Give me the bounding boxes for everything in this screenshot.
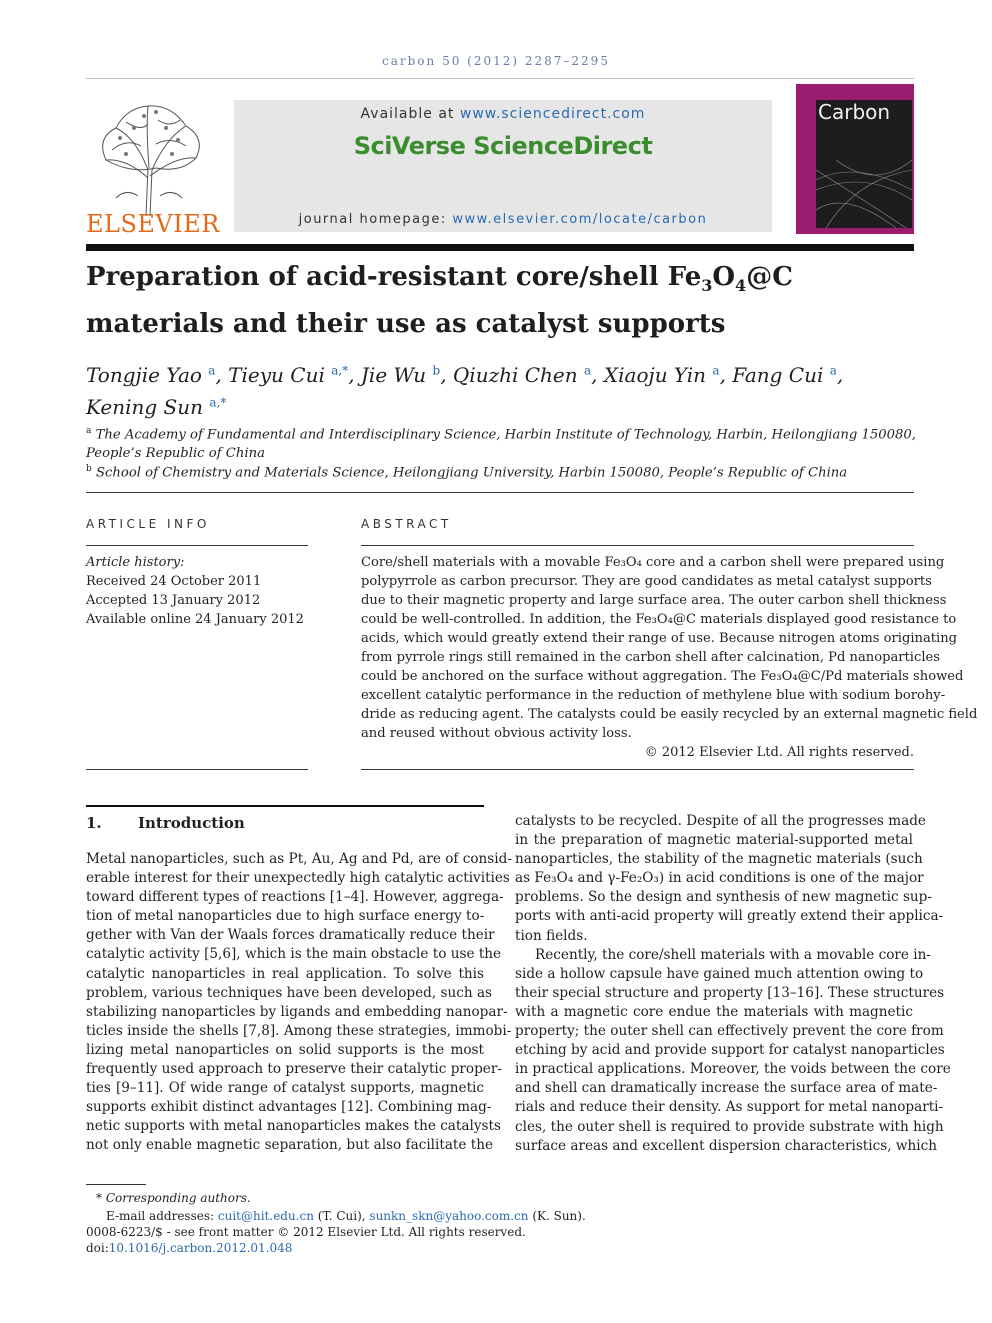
journal-homepage xyxy=(234,212,772,227)
text-line: in practical applications. Moreover, the voids between the core xyxy=(515,1061,951,1078)
header-rule xyxy=(86,78,914,79)
journal-reference: carbon 50 (2012) 2287–2295 xyxy=(382,54,610,68)
divider xyxy=(361,545,914,546)
available-at xyxy=(234,106,772,122)
abstract-body xyxy=(361,553,978,743)
body-column-right xyxy=(515,812,951,1156)
email-owner: (K. Sun). xyxy=(532,1209,586,1223)
text-line: toward different types of reactions [1–4]. However, aggrega- xyxy=(86,889,504,906)
text-line: with a magnetic core endue the materials with magnetic xyxy=(515,1003,913,1020)
doi-label: doi: xyxy=(86,1241,109,1255)
author[interactable]: Tongjie Yao $^a$ xyxy=(86,362,216,387)
divider xyxy=(361,769,914,770)
text-line: could be anchored on the surface without aggregation. The Fe₃O₄@C/Pd materials showed xyxy=(361,669,964,684)
homepage-label: journal homepage: xyxy=(298,212,447,227)
cover-title: Carbon xyxy=(818,100,891,124)
text-line: Metal nanoparticles, such as Pt, Au, Ag and Pd, are of consid- xyxy=(86,851,512,867)
divider xyxy=(86,492,914,493)
sciverse-brand: SciVerse ScienceDirect xyxy=(353,132,653,160)
divider xyxy=(86,769,308,770)
text-line: and reused without obvious activity loss. xyxy=(361,726,632,741)
text-line: problem, various techniques have been developed, such as xyxy=(86,984,493,1001)
text-line: ties [9–11]. Of wide range of catalyst supports, magnetic xyxy=(86,1080,484,1097)
section-rule xyxy=(86,805,484,807)
history-label: Article history: xyxy=(86,555,185,570)
author-line: Tongjie Yao $^a$, Tieyu Cui $^{a,*}$, Jie Wu $^b$, Qiuzhi Chen $^a$, Xiaoju Yin $^a$, Fang Cui $^a$, xyxy=(86,362,844,387)
text-line: ticles inside the shells [7,8]. Among these strategies, immobi- xyxy=(86,1022,512,1039)
text-line: due to their magnetic property and large surface area. The outer carbon shell thickness xyxy=(361,593,947,608)
article-info-heading: ARTICLE INFO xyxy=(86,517,210,531)
section-heading xyxy=(86,814,245,832)
email-owner: (T. Cui), xyxy=(317,1209,366,1223)
divider xyxy=(86,545,308,546)
section-number: 1. xyxy=(86,814,102,832)
sciencedirect-link[interactable]: www.sciencedirect.com xyxy=(459,106,646,122)
corresponding-note: * Corresponding authors. xyxy=(96,1191,251,1205)
email-link[interactable]: cuit@hit.edu.cn xyxy=(217,1209,314,1223)
author[interactable]: Jie Wu $^b$ xyxy=(360,362,441,387)
affiliation-b: $^b$ School of Chemistry and Materials Science, Heilongjiang University, Harbin 150080, People’s Republic of China xyxy=(86,464,848,481)
elsevier-tree-logo-icon xyxy=(86,98,212,216)
text-line: surface areas and excellent dispersion characteristics, which xyxy=(515,1137,937,1154)
text-line: excellent catalytic performance in the reduction of methylene blue with sodium borohy- xyxy=(361,688,946,703)
text-line: catalysts to be recycled. Despite of all the progresses made xyxy=(515,813,926,829)
title-subscript: 3 xyxy=(701,276,713,296)
text-line: and shell can dramatically increase the surface area of mate- xyxy=(515,1080,938,1097)
text-line: catalytic nanoparticles in real application. To solve this xyxy=(86,965,484,982)
text-line: netic supports with metal nanoparticles makes the catalysts xyxy=(86,1118,501,1135)
article-history xyxy=(86,553,308,629)
received-date: Received 24 October 2011 xyxy=(86,574,262,589)
text-line: from pyrrole rings still remained in the carbon shell after calcination, Pd nanoparticles xyxy=(361,650,940,665)
doi-line xyxy=(86,1240,914,1256)
text-line: polypyrrole as carbon precursor. They are good candidates as metal catalyst supports xyxy=(361,574,932,589)
title-subscript: 4 xyxy=(735,276,747,296)
text-line: property; the outer shell can effectively prevent the core from xyxy=(515,1023,944,1040)
homepage-link[interactable]: www.elsevier.com/locate/carbon xyxy=(452,212,708,227)
text-line: stabilizing nanoparticles by ligands and embedding nanopar- xyxy=(86,1003,508,1020)
text-line: ports with anti-acid property will greatly extend their applica- xyxy=(515,908,944,925)
online-date: Available online 24 January 2012 xyxy=(86,612,304,627)
text-line: lizing metal nanoparticles on solid supports is the most xyxy=(86,1041,484,1058)
header-thick-rule xyxy=(86,244,914,251)
affiliation-a: $^a$ The Academy of Fundamental and Interdisciplinary Science, Harbin Institute of Technology, Harbin, Heilongjiang 150080, People’s Republic of China xyxy=(86,426,916,462)
text-line: problems. So the design and synthesis of new magnetic sup- xyxy=(515,889,932,906)
text-line: erable interest for their unexpectedly high catalytic activities xyxy=(86,870,510,887)
text-line: rials and reduce their density. As support for metal nanoparti- xyxy=(515,1099,944,1116)
title-text: @C materials and their use as catalyst supports xyxy=(86,262,793,340)
accepted-date: Accepted 13 January 2012 xyxy=(86,593,261,608)
author[interactable]: Qiuzhi Chen $^a$ xyxy=(452,362,592,387)
text-line: their special structure and property [13–16]. These structures xyxy=(515,984,945,1001)
text-line: side a hollow capsule have gained much attention owing to xyxy=(515,965,924,982)
title-text: Preparation of acid-resistant core/shell Fe xyxy=(86,262,702,292)
publisher-name: ELSEVIER xyxy=(86,210,220,238)
text-line: gether with Van der Waals forces dramatically reduce their xyxy=(86,927,495,944)
text-line: as Fe₃O₄ and γ-Fe₂O₃) in acid conditions is one of the major xyxy=(515,870,924,887)
title-text: O xyxy=(712,262,736,292)
text-line: tion of metal nanoparticles due to high surface energy to- xyxy=(86,908,485,925)
available-at-label: Available at xyxy=(360,106,455,122)
section-title: Introduction xyxy=(138,814,245,832)
author[interactable]: Kening Sun $^{a,*}$ xyxy=(86,395,227,420)
text-line: dride as reducing agent. The catalysts could be easily recycled by an external magnetic field xyxy=(361,707,978,722)
article-title xyxy=(86,258,916,343)
email-link[interactable]: sunkn_skn@yahoo.com.cn xyxy=(369,1209,529,1223)
text-line: frequently used approach to preserve their catalytic proper- xyxy=(86,1061,502,1078)
author-list xyxy=(86,356,916,421)
copyright: © 2012 Elsevier Ltd. All rights reserved. xyxy=(644,745,914,760)
footnote-rule xyxy=(86,1184,146,1185)
text-line: tion fields. xyxy=(515,927,588,944)
text-line: not only enable magnetic separation, but also facilitate the xyxy=(86,1137,494,1154)
text-line: supports exhibit distinct advantages [12]. Combining mag- xyxy=(86,1099,492,1116)
issn-line: 0008-6223/$ - see front matter © 2012 Elsevier Ltd. All rights reserved. xyxy=(86,1225,526,1239)
text-line: etching by acid and provide support for catalyst nanoparticles xyxy=(515,1042,945,1059)
text-line: in the preparation of magnetic material-supported metal xyxy=(515,832,913,849)
author[interactable]: Fang Cui $^a$ xyxy=(732,362,837,387)
email-line xyxy=(106,1208,934,1224)
email-label: E-mail addresses: xyxy=(106,1209,215,1223)
text-line: catalytic activity [5,6], which is the main obstacle to use the xyxy=(86,946,502,963)
author[interactable]: Xiaoju Yin $^a$ xyxy=(603,362,720,387)
doi-link[interactable]: 10.1016/j.carbon.2012.01.048 xyxy=(108,1241,293,1255)
text-line: Recently, the core/shell materials with a movable core in- xyxy=(535,946,931,963)
author[interactable]: Tieyu Cui $^{a,*}$ xyxy=(228,362,349,387)
body-column-left xyxy=(86,850,512,1156)
text-line: cles, the outer shell is required to provide substrate with high xyxy=(515,1118,944,1135)
abstract-heading: ABSTRACT xyxy=(361,517,452,531)
text-line: acids, which would greatly extend their range of use. Because nitrogen atoms originating xyxy=(361,631,958,646)
text-line: could be well-controlled. In addition, the Fe₃O₄@C materials displayed good resistance to xyxy=(361,612,957,627)
text-line: Core/shell materials with a movable Fe₃O₄ core and a carbon shell were prepared using xyxy=(361,555,945,570)
author-line xyxy=(86,389,916,422)
text-line: nanoparticles, the stability of the magnetic materials (such xyxy=(515,851,923,868)
